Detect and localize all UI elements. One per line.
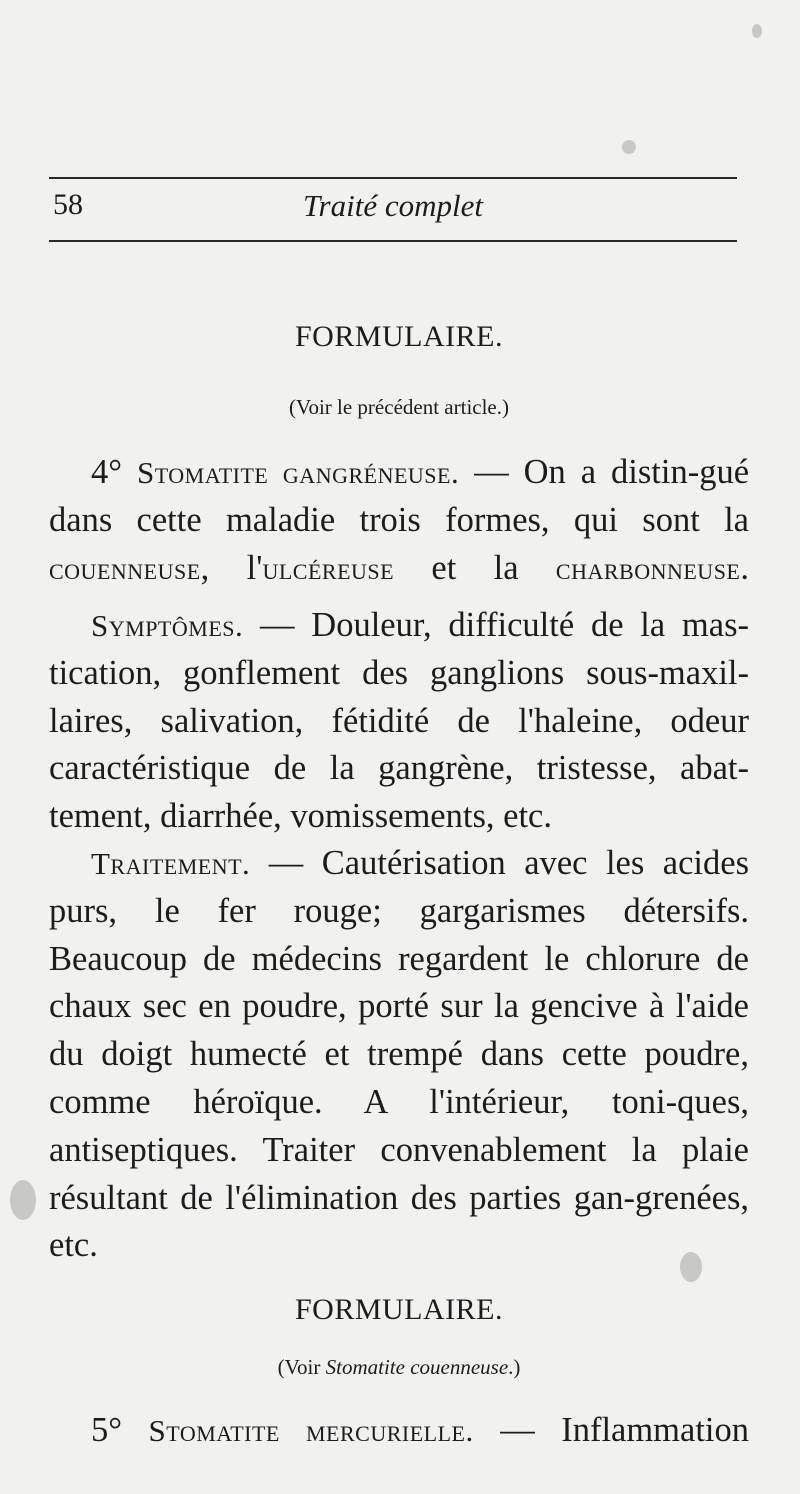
treatment-label: Traitement. bbox=[91, 846, 251, 881]
symptoms-label: Symptômes. bbox=[91, 608, 244, 643]
header-rule-bottom bbox=[49, 240, 737, 242]
running-head bbox=[49, 184, 737, 234]
item-title: Stomatite gangréneuse. bbox=[137, 455, 460, 490]
header-rule-top bbox=[49, 177, 737, 179]
reference-text: .) bbox=[508, 1355, 521, 1379]
paragraph-text: . bbox=[740, 548, 749, 587]
treatment-text: — Cautérisation avec les acides purs, le fer rouge; gargarismes détersifs. Beaucoup de médecins regardent le chlorure de chaux sec en poudre, porté sur la gencive à l'aide du doigt humecté et trempé dans cette poudre, comme héroïque. A l'intérieur, toni-ques, antiseptiques. Traiter convenablement la plaie résultant de l'élimination des parties gan-grenées, etc. bbox=[49, 844, 749, 1265]
item-number: 5° bbox=[91, 1411, 123, 1449]
form-name: ulcéreuse bbox=[262, 550, 395, 586]
section-heading: FORMULAIRE. bbox=[294, 1293, 503, 1326]
ink-speck bbox=[622, 140, 636, 154]
reference-title: Stomatite couenneuse bbox=[325, 1355, 509, 1379]
form-name: charbonneuse bbox=[555, 550, 741, 586]
form-name: couenneuse bbox=[49, 550, 201, 586]
section-reference: (Voir le précédent article.) bbox=[289, 395, 509, 419]
ink-speck bbox=[10, 1180, 36, 1220]
paragraph-traitement bbox=[49, 840, 749, 1270]
item-number: 4° bbox=[91, 453, 123, 491]
section-heading: FORMULAIRE. bbox=[294, 320, 503, 353]
item-title: Stomatite mercurielle. bbox=[148, 1413, 474, 1448]
symptoms-text: — Douleur, difficulté de la mas-tication, gonflement des ganglions sous-maxil-laires, salivation, fétidité de l'haleine, odeur caractéristique de la gangrène, tristesse, abat-tement, diarrhée, vomissements, etc. bbox=[49, 606, 749, 836]
page-number: 58 bbox=[53, 188, 83, 221]
paragraph-text: — Inflammation bbox=[473, 1411, 750, 1449]
paragraph-text: et la bbox=[394, 548, 556, 587]
running-title: Traité complet bbox=[303, 188, 483, 223]
paragraph-stomatite-mercurielle bbox=[49, 1407, 749, 1455]
reference-text: (Voir bbox=[277, 1355, 326, 1379]
paragraph-text: — On a distin-gué dans cette maladie trois formes, qui sont la bbox=[49, 453, 750, 539]
paragraph-stomatite-gangreneuse bbox=[49, 449, 749, 592]
paragraph-symptomes bbox=[49, 602, 749, 841]
ink-speck bbox=[752, 24, 762, 38]
section-reference bbox=[49, 1355, 749, 1380]
paragraph-text: , l' bbox=[200, 548, 263, 587]
